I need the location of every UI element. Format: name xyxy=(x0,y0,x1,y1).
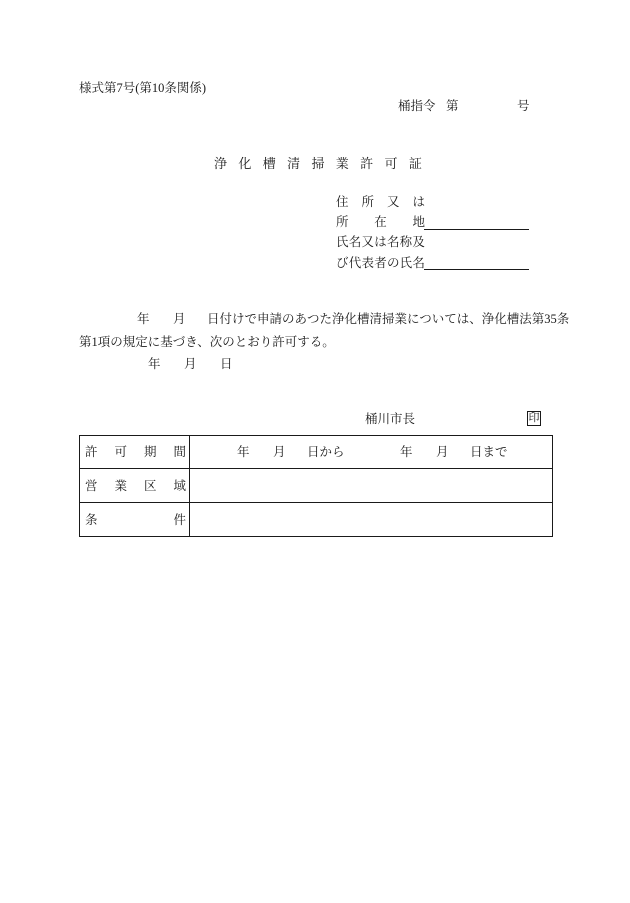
name-label-line2 xyxy=(336,256,425,270)
business-area-value xyxy=(190,469,552,502)
name-label-line1-char: 又 xyxy=(361,235,374,249)
permit-number-dai: 第 xyxy=(446,99,459,113)
name-label-line2-char: 者 xyxy=(374,256,387,270)
conditions-label xyxy=(85,513,186,527)
name-label-line1-char: 及 xyxy=(412,235,425,249)
document-title-char: 掃 xyxy=(311,156,325,171)
permit-period-label-char: 許 xyxy=(85,445,98,459)
period-from-day: 日から xyxy=(307,445,345,459)
name-label-line1-char: は xyxy=(374,235,387,249)
table-row-business-area xyxy=(80,469,552,503)
permit-period-label-char: 間 xyxy=(173,445,186,459)
address-label-line1-char: 所 xyxy=(361,195,374,209)
name-label-line1-char: 氏 xyxy=(336,235,349,249)
permit-number-prefix: 桶指令 xyxy=(398,99,436,113)
permit-period-label-char: 期 xyxy=(143,445,157,459)
permit-table xyxy=(79,435,553,537)
body-line1: 日付けで申請のあつた浄化槽清掃業については、浄化槽法第35条 xyxy=(207,312,570,326)
name-label-line2-char: の xyxy=(386,256,400,270)
document-title-char: 業 xyxy=(335,156,349,171)
name-label-line1 xyxy=(336,235,425,249)
name-label-line2-char: 代 xyxy=(348,256,362,270)
table-row-permit-period xyxy=(80,436,552,469)
period-from-month: 月 xyxy=(273,445,286,459)
address-label-line2-char: 地 xyxy=(412,215,425,229)
period-to-month: 月 xyxy=(436,445,449,459)
permit-period-label-char: 可 xyxy=(114,445,127,459)
period-to-day: 日まで xyxy=(470,445,508,459)
address-label-line1 xyxy=(336,195,425,209)
conditions-value xyxy=(190,503,552,536)
name-label-line2-char: び xyxy=(336,256,349,270)
address-underline xyxy=(424,229,529,230)
name-label-line1-char: 名 xyxy=(348,235,362,249)
name-label-line1-char: 称 xyxy=(399,235,413,249)
business-area-label-char: 業 xyxy=(114,478,127,493)
permit-number-go: 号 xyxy=(517,99,530,113)
name-underline xyxy=(424,269,529,270)
address-label-line1-char: 住 xyxy=(336,195,349,209)
label-cell xyxy=(80,469,190,502)
document-title-char: 清 xyxy=(287,156,301,171)
period-to-year: 年 xyxy=(400,445,413,459)
conditions-label-char: 条 xyxy=(85,512,98,527)
application-month-label: 月 xyxy=(173,312,186,326)
address-label-line1-char: 又 xyxy=(386,195,400,209)
issue-day-label: 日 xyxy=(220,357,233,371)
address-label-line2-char: 所 xyxy=(336,215,349,229)
document-title-char: 浄 xyxy=(214,156,228,171)
application-year-label: 年 xyxy=(137,312,150,326)
document-title-char: 証 xyxy=(408,156,422,171)
body-line2: 第1項の規定に基づき、次のとおり許可する。 xyxy=(79,335,335,349)
issue-year-label: 年 xyxy=(148,357,161,371)
business-area-label xyxy=(85,479,186,493)
document-title-char: 槽 xyxy=(262,156,276,171)
document-title-char: 可 xyxy=(384,156,398,171)
seal-mark: 印 xyxy=(528,412,540,424)
period-from-year: 年 xyxy=(237,445,250,459)
business-area-label-char: 営 xyxy=(85,478,98,493)
address-label-line2 xyxy=(336,215,425,229)
document-title-char: 許 xyxy=(360,156,374,171)
business-area-label-char: 域 xyxy=(173,478,186,493)
name-label-line2-char: 表 xyxy=(361,256,374,270)
name-label-line2-char: 氏 xyxy=(399,256,413,270)
issuer-name: 桶川市長 xyxy=(365,412,416,426)
name-label-line2-char: 名 xyxy=(412,256,425,270)
business-area-label-char: 区 xyxy=(143,478,157,493)
permit-period-label xyxy=(85,445,186,459)
label-cell xyxy=(80,436,190,468)
issue-month-label: 月 xyxy=(184,357,197,371)
address-label-line1-char: は xyxy=(412,195,425,209)
document-title-char: 化 xyxy=(238,156,252,171)
form-number: 様式第7号(第10条関係) xyxy=(79,81,207,95)
table-row-conditions xyxy=(80,503,552,536)
conditions-label-char: 件 xyxy=(173,512,186,527)
permit-period-value xyxy=(190,436,552,468)
name-label-line1-char: 名 xyxy=(386,235,400,249)
label-cell xyxy=(80,503,190,536)
document-title xyxy=(214,156,422,171)
address-label-line2-char: 在 xyxy=(374,215,387,229)
